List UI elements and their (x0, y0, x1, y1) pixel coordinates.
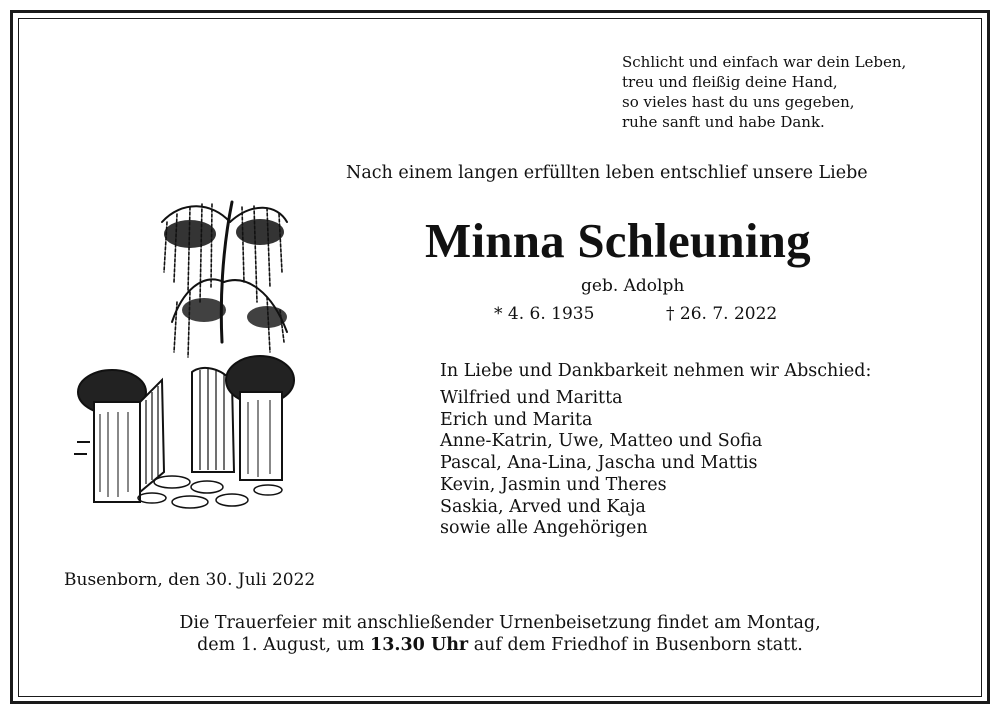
service-time: 13.30 Uhr (370, 635, 469, 655)
poem-line: so vieles hast du uns gegeben, (622, 93, 855, 111)
service-text: auf dem Friedhof in Busenborn statt. (468, 635, 803, 655)
service-info (0, 612, 1000, 656)
intro-text: Nach einem langen erfüllten leben entschlief unsere Liebe (346, 163, 868, 183)
poem-line: Schlicht und einfach war dein Leben, (622, 53, 907, 71)
mourners-list (440, 388, 762, 540)
mourner-entry: Pascal, Ana-Lina, Jascha und Mattis (440, 453, 758, 474)
place-date: Busenborn, den 30. Juli 2022 (64, 570, 316, 590)
mourner-entry: Saskia, Arved und Kaja (440, 496, 646, 517)
service-text: dem 1. August, um (197, 635, 371, 655)
service-line-1: Die Trauerfeier mit anschließender Urnenbeisetzung findet am Montag, (179, 613, 821, 633)
mourner-entry: Kevin, Jasmin und Theres (440, 474, 667, 495)
maiden-name: geb. Adolph (581, 276, 685, 296)
farewell-text: In Liebe und Dankbarkeit nehmen wir Abschied: (440, 361, 872, 381)
service-line-2 (0, 634, 1000, 656)
mourner-entry: Wilfried und Maritta (440, 388, 623, 408)
poem-line: treu und fleißig deine Hand, (622, 73, 838, 91)
mourner-entry: Erich und Marita (440, 409, 593, 430)
death-date: † 26. 7. 2022 (666, 304, 778, 324)
memorial-poem (622, 52, 906, 132)
deceased-name: Minna Schleuning (425, 213, 811, 268)
poem-line: ruhe sanft und habe Dank. (622, 113, 825, 131)
birth-date: * 4. 6. 1935 (494, 304, 595, 324)
mourner-entry: sowie alle Angehörigen (440, 518, 648, 539)
garden-gate-illustration (72, 192, 296, 516)
mourner-entry: Anne-Katrin, Uwe, Matteo und Sofia (440, 431, 763, 452)
